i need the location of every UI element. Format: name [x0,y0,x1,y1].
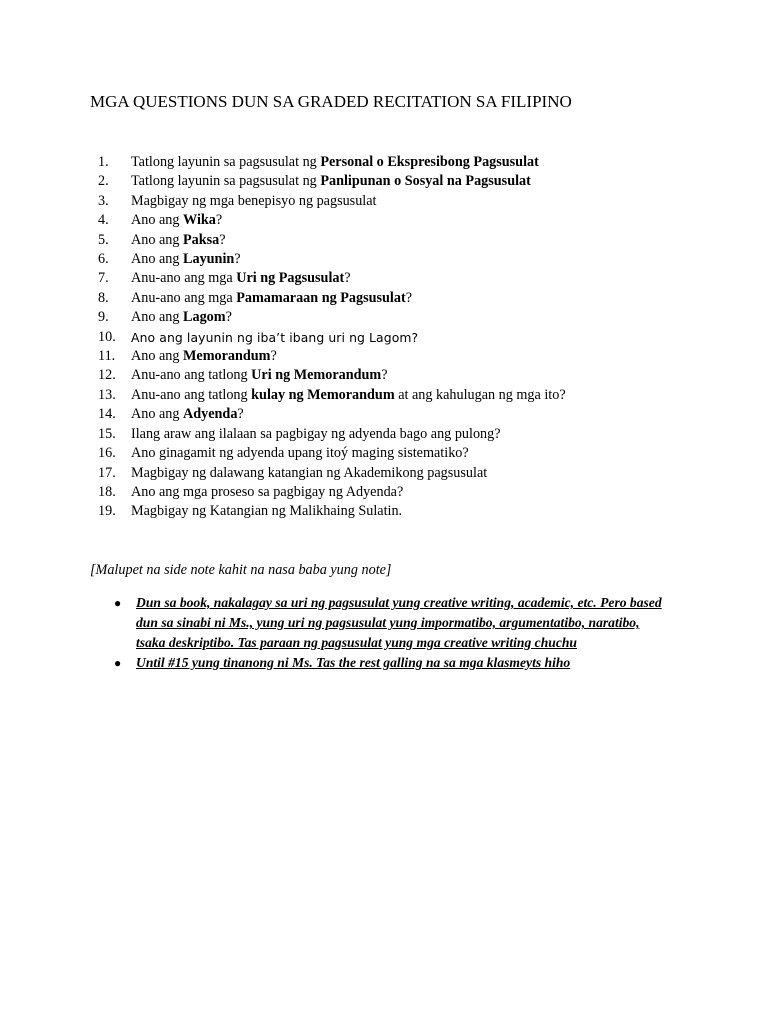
question-text-segment: Ano ang [131,251,184,268]
question-text-segment: ? [270,348,277,365]
question-number: 11. [98,348,116,365]
question-text-segment: Ano ang mga proseso sa pagbigay ng Adyenda? [131,483,404,500]
question-text [131,444,469,463]
question-number: 18. [98,483,116,500]
notes-bullet-list [110,593,670,673]
document-title: MGA QUESTIONS DUN SA GRADED RECITATION SA FILIPINO [90,92,572,111]
question-text [131,153,539,172]
question-text-segment: Ano ang [131,231,184,248]
question-text [131,192,376,211]
question-text-segment: ? [234,251,241,268]
question-text [131,289,412,308]
question-item [98,464,718,483]
question-text-segment: Magbigay ng Katangian ng Malikhaing Sulatin. [131,503,403,520]
question-text [131,250,241,269]
question-keyword: Layunin [183,251,235,268]
question-text [131,405,244,424]
question-item [98,425,718,444]
question-item [98,366,718,385]
question-number: 12. [98,367,116,384]
question-number: 17. [98,464,116,481]
bullet-dot-icon: ● [114,656,122,670]
question-text-segment: Ano ginagamit ng adyenda upang itoý maging sistematiko? [131,445,469,462]
question-text-segment: Anu-ano ang tatlong [131,386,252,403]
question-number: 1. [98,154,109,170]
question-text [131,386,566,405]
question-item [98,405,718,424]
question-item [98,211,718,230]
question-item [98,192,718,211]
note-bullet-item [110,593,670,653]
questions-list [98,153,718,522]
question-item [98,328,718,347]
question-number: 6. [98,251,109,268]
note-bullet-text: Dun sa book, nakalagay sa uri ng pagsusulat yung creative writing, academic, etc. Pero based dun sa sinabi ni Ms., yung uri ng pagsusulat yung impormatibo, argumentatibo, naratibo, tsaka deskriptibo. Tas paraan ng pagsusulat yung mga creative writing chuchu [136,595,662,650]
question-keyword: Wika [183,212,216,229]
question-text-segment: ? [344,270,351,287]
question-text-segment: ? [215,212,223,229]
question-number: 8. [98,289,109,306]
question-text-segment: Ano ang [131,309,184,326]
question-text-segment: Ilang araw ang ilalaan sa pagbigay ng adyenda bago ang pulong? [131,425,501,442]
question-item [98,172,718,191]
question-text-segment: ? [405,289,412,306]
question-text [131,425,501,444]
question-text-segment: Magbigay ng dalawang katangian ng Akademikong pagsusulat [131,464,488,481]
question-text-segment: Ano ang [131,212,184,229]
question-item [98,289,718,308]
question-text-segment: Anu-ano ang tatlong [131,367,252,384]
question-text-segment: Tatlong layunin sa pagsusulat ng [131,154,321,170]
question-text-segment: Magbigay ng mga benepisyo ng pagsusulat [131,192,377,209]
side-note: [Malupet na side note kahit na nasa baba yung note] [90,562,392,578]
question-keyword: Lagom [183,309,226,326]
question-number: 15. [98,425,116,442]
question-number: 5. [98,231,109,248]
question-number: 19. [98,503,116,520]
question-number: 14. [98,406,116,423]
question-keyword: Uri ng Memorandum [251,367,382,384]
question-number: 2. [98,173,109,190]
question-text-segment: ? [381,367,388,384]
question-keyword: Memorandum [183,348,271,365]
question-item [98,153,718,172]
bullet-dot-icon: ● [114,596,122,610]
question-text [131,211,222,230]
question-keyword: Paksa [183,231,220,248]
question-item [98,444,718,463]
question-text-segment: at ang kahulugan ng mga ito? [394,386,566,403]
note-bullet-text: Until #15 yung tinanong ni Ms. Tas the rest galling na sa mga klasmeyts hiho [136,655,571,670]
question-number: 3. [98,192,109,209]
question-number: 4. [98,212,109,229]
question-text [131,347,277,366]
question-item [98,231,718,250]
question-number: 16. [98,445,116,462]
note-bullet-item [110,653,670,673]
question-item [98,483,718,502]
question-item [98,347,718,366]
question-keyword: Personal o Ekspresibong Pagsusulat [320,154,539,170]
question-keyword: Panlipunan o Sosyal na Pagsusulat [320,173,531,190]
question-text-segment: Ano ang [131,406,184,423]
question-text-segment: Ano ang [131,348,184,365]
question-text [131,269,351,288]
question-number: 10. [98,328,116,345]
question-text [131,366,388,385]
question-text [131,328,418,347]
question-text-segment: ? [237,406,244,423]
question-item [98,269,718,288]
question-item [98,308,718,327]
question-keyword: Pamamaraan ng Pagsusulat [236,289,406,306]
question-keyword: kulay ng Memorandum [251,386,395,403]
question-text-segment: Anu-ano ang mga [131,270,237,287]
question-keyword: Adyenda [183,406,238,423]
question-text-segment: Ano ang layunin ng iba’t ibang uri ng Lagom? [131,329,419,345]
question-item [98,250,718,269]
question-number: 13. [98,386,116,403]
question-text-segment: ? [225,309,232,326]
question-text [131,231,226,250]
question-text [131,502,402,521]
question-item [98,386,718,405]
question-text-segment: Anu-ano ang mga [131,289,237,306]
question-text [131,464,487,483]
question-text [131,308,232,327]
question-keyword: Uri ng Pagsusulat [236,270,345,287]
question-text [131,483,403,502]
question-number: 7. [98,270,109,287]
question-text [131,172,531,191]
question-text-segment: ? [219,231,226,248]
question-item [98,502,718,521]
question-text-segment: Tatlong layunin sa pagsusulat ng [131,173,321,190]
question-number: 9. [98,309,109,326]
